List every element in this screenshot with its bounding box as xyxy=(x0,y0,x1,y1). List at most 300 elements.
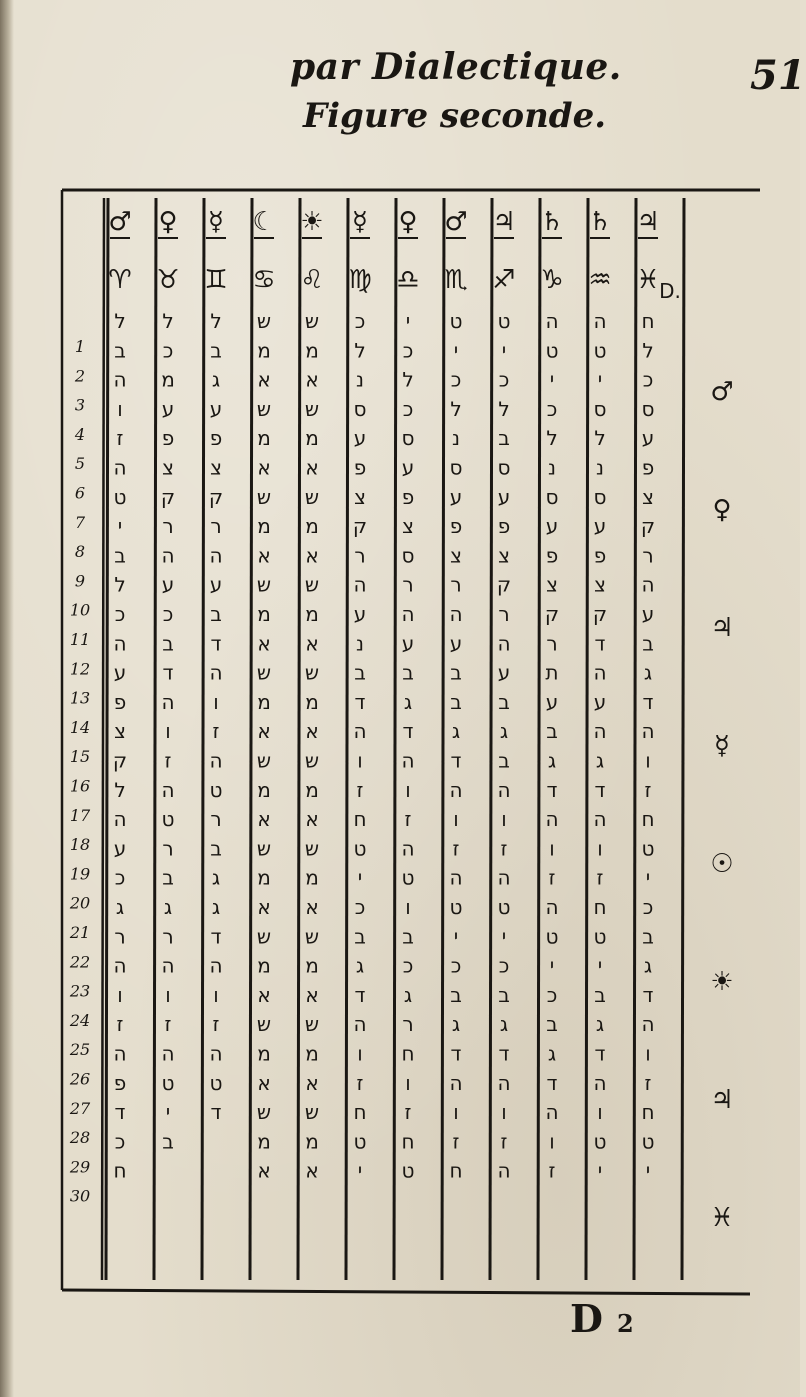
row-number: 29 xyxy=(69,1157,91,1177)
hebrew-letter: מ xyxy=(257,1129,271,1154)
column-sign-symbol: ♎ xyxy=(396,265,420,295)
right-column-symbol: ♃ xyxy=(710,1085,734,1115)
hebrew-letter: כ xyxy=(162,602,174,626)
hebrew-letter: ה xyxy=(161,543,175,568)
hebrew-letter: ה xyxy=(449,602,463,626)
hebrew-letter: ה xyxy=(161,777,175,802)
row-number: 18 xyxy=(69,835,91,855)
hebrew-letter: ה xyxy=(161,689,175,714)
hebrew-letter: ש xyxy=(256,309,272,333)
hebrew-letter: ו xyxy=(645,1041,651,1066)
table-right-symbol-column xyxy=(710,377,733,1233)
hebrew-letter: כ xyxy=(498,953,510,978)
column-sign-symbol: ♒ xyxy=(588,265,612,295)
hebrew-letter: א xyxy=(305,367,319,392)
signature-mark xyxy=(570,1296,634,1341)
hebrew-letter: פ xyxy=(497,514,511,539)
hebrew-letter: ר xyxy=(114,924,126,949)
hebrew-letter: ד xyxy=(354,689,366,714)
hebrew-letter: ז xyxy=(212,1012,220,1037)
hebrew-letter: ג xyxy=(499,1012,509,1037)
signature-letter: D xyxy=(570,1296,603,1341)
hebrew-letter: מ xyxy=(257,514,271,539)
hebrew-letter: ו xyxy=(549,1129,555,1154)
column-planet-symbol: ♃ xyxy=(492,207,516,237)
hebrew-letter: פ xyxy=(161,426,175,451)
column-planet-symbol: ☿ xyxy=(208,207,224,237)
hebrew-letter: ה xyxy=(449,777,463,802)
row-number: 19 xyxy=(69,864,91,884)
hebrew-letter: ב xyxy=(642,631,654,656)
hebrew-letter: ע xyxy=(113,660,127,685)
hebrew-letter: ע xyxy=(545,689,559,714)
hebrew-letter: ו xyxy=(213,982,219,1007)
hebrew-letter: ל xyxy=(162,309,174,333)
hebrew-letter: א xyxy=(257,982,271,1007)
running-header: par Dialectique. xyxy=(290,46,622,88)
hebrew-letter: ה xyxy=(113,367,127,392)
hebrew-letter: ד xyxy=(546,777,558,802)
hebrew-letter: ב xyxy=(450,660,462,685)
hebrew-letter: כ xyxy=(402,953,414,978)
hebrew-letter: כ xyxy=(450,953,462,978)
hebrew-letter: צ xyxy=(450,543,462,568)
row-number: 1 xyxy=(74,337,86,356)
hebrew-letter: ד xyxy=(642,982,654,1007)
hebrew-letter: ו xyxy=(405,777,411,802)
hebrew-letter: ה xyxy=(113,1041,127,1066)
hebrew-letter: ח xyxy=(401,1129,415,1154)
column-sign-symbol: ♋ xyxy=(252,265,276,295)
hebrew-letter: ח xyxy=(353,1100,367,1125)
hebrew-letter: ה xyxy=(545,1100,559,1125)
hebrew-letter: צ xyxy=(498,543,510,568)
hebrew-letter: מ xyxy=(257,689,271,714)
hebrew-letter: ש xyxy=(256,1012,272,1037)
hebrew-letter: ע xyxy=(161,572,175,597)
hebrew-letter: ר xyxy=(162,924,174,949)
hebrew-letter: נ xyxy=(595,455,605,480)
hebrew-letter: ע xyxy=(209,396,223,421)
hebrew-letter: פ xyxy=(113,1070,127,1095)
hebrew-letter: ב xyxy=(162,631,174,656)
hebrew-letter: ה xyxy=(497,1070,511,1095)
hebrew-letter: ב xyxy=(546,719,558,744)
hebrew-letter: ב xyxy=(114,543,126,568)
hebrew-letter: נ xyxy=(451,426,461,451)
hebrew-letter: ח xyxy=(113,1158,127,1183)
hebrew-letter: ד xyxy=(402,719,414,744)
column-planet-symbol: ☾ xyxy=(252,207,276,237)
hebrew-letter: ה xyxy=(593,807,607,832)
hebrew-letter: ש xyxy=(304,309,320,333)
column-sign-symbol: ♏ xyxy=(444,265,468,295)
column-rule xyxy=(586,198,588,1280)
hebrew-letter: מ xyxy=(257,426,271,451)
hebrew-letter: ג xyxy=(403,689,413,714)
hebrew-letter: ש xyxy=(256,396,272,421)
hebrew-letter: ה xyxy=(497,631,511,656)
hebrew-letter: ז xyxy=(116,426,124,451)
column-rule xyxy=(106,198,108,1280)
hebrew-letter: י xyxy=(165,1100,171,1125)
hebrew-letter: ק xyxy=(544,602,560,626)
hebrew-letter: מ xyxy=(305,1129,319,1154)
column-rule xyxy=(250,198,252,1280)
figure-title: Figure seconde. xyxy=(303,96,607,136)
row-number: 12 xyxy=(69,659,91,679)
hebrew-letter: ר xyxy=(162,514,174,539)
hebrew-letter: ה xyxy=(113,953,127,978)
hebrew-letter: ע xyxy=(497,660,511,685)
hebrew-letter: ע xyxy=(497,484,511,509)
hebrew-letter: ד xyxy=(498,1041,510,1066)
corner-label: D. xyxy=(659,279,681,303)
hebrew-letter: ל xyxy=(114,309,126,333)
hebrew-letter: ל xyxy=(354,338,366,363)
hebrew-letter: ב xyxy=(210,602,222,626)
hebrew-letter: ח xyxy=(641,807,655,832)
hebrew-letter: ז xyxy=(212,719,220,744)
hebrew-letter: ט xyxy=(401,1158,415,1183)
hebrew-letter: ט xyxy=(593,1129,607,1154)
right-column-symbol: ♓ xyxy=(710,1203,734,1233)
hebrew-letter: ג xyxy=(115,895,125,919)
hebrew-letter: ו xyxy=(213,689,219,714)
hebrew-letter: ז xyxy=(500,836,508,861)
row-number: 22 xyxy=(69,952,91,972)
hebrew-letter: ו xyxy=(117,982,123,1007)
hebrew-letter: י xyxy=(501,338,507,363)
hebrew-letter: מ xyxy=(257,777,271,802)
hebrew-letter: צ xyxy=(114,719,126,744)
hebrew-letter: ג xyxy=(547,748,557,773)
hebrew-letter: ט xyxy=(161,807,175,832)
hebrew-letter: ט xyxy=(593,924,607,949)
hebrew-letter: פ xyxy=(449,514,463,539)
hebrew-letter: מ xyxy=(305,1041,319,1066)
hebrew-letter: ז xyxy=(596,865,604,890)
hebrew-letter: י xyxy=(501,924,507,949)
hebrew-letter: ל xyxy=(402,367,414,392)
hebrew-letter: ו xyxy=(501,1100,507,1125)
hebrew-letter: א xyxy=(257,367,271,392)
hebrew-letter: ג xyxy=(595,748,605,773)
hebrew-letter: ר xyxy=(162,836,174,861)
hebrew-letter: צ xyxy=(354,484,366,509)
hebrew-letter: ה xyxy=(209,748,223,773)
hebrew-letter: ק xyxy=(640,514,656,539)
hebrew-letter: ס xyxy=(401,543,415,568)
hebrew-letter: ש xyxy=(304,484,320,509)
hebrew-letter: פ xyxy=(209,426,223,451)
hebrew-letter: ה xyxy=(593,1070,607,1095)
hebrew-letter: מ xyxy=(305,689,319,714)
hebrew-letter: נ xyxy=(355,367,365,392)
hebrew-letter: ב xyxy=(450,689,462,714)
hebrew-letter: ט xyxy=(161,1070,175,1095)
hebrew-letter: ר xyxy=(642,543,654,568)
hebrew-letter: א xyxy=(257,807,271,832)
hebrew-letter: י xyxy=(453,924,459,949)
hebrew-letter: ב xyxy=(594,982,606,1007)
hebrew-letter: ה xyxy=(353,572,367,597)
hebrew-letter: ע xyxy=(401,631,415,656)
hebrew-letter: כ xyxy=(546,982,558,1007)
hebrew-letter: ט xyxy=(209,777,223,802)
hebrew-letter: ב xyxy=(162,1129,174,1154)
row-number: 2 xyxy=(74,366,86,386)
hebrew-letter: מ xyxy=(257,1041,271,1066)
hebrew-letter: ה xyxy=(161,1041,175,1066)
hebrew-letter: ה xyxy=(401,748,415,773)
hebrew-letter: ז xyxy=(500,1129,508,1154)
hebrew-letter: ל xyxy=(114,572,126,597)
hebrew-letter: ת xyxy=(545,660,559,685)
hebrew-letter: צ xyxy=(162,455,174,480)
column-planet-symbol: ♂ xyxy=(444,207,468,237)
hebrew-letter: ש xyxy=(304,396,320,421)
column-rule xyxy=(634,198,636,1280)
hebrew-letter: ע xyxy=(401,455,415,480)
column-sign-symbol: ♍ xyxy=(348,265,372,295)
row-number: 23 xyxy=(69,981,91,1001)
hebrew-letter: ה xyxy=(209,953,223,978)
hebrew-letter: ס xyxy=(593,484,607,509)
column-planet-symbol: ♀ xyxy=(158,207,178,237)
hebrew-letter: ו xyxy=(597,836,603,861)
hebrew-letter: ג xyxy=(211,367,221,392)
hebrew-letter: ה xyxy=(641,719,655,744)
hebrew-letter: מ xyxy=(257,953,271,978)
hebrew-letter: ג xyxy=(547,1041,557,1066)
hebrew-letter: ד xyxy=(114,1100,126,1125)
hebrew-letter: מ xyxy=(305,602,319,626)
hebrew-letter: ע xyxy=(113,836,127,861)
hebrew-letter: א xyxy=(257,1070,271,1095)
number-column-rule xyxy=(102,198,104,1280)
hebrew-letter: ב xyxy=(114,338,126,363)
hebrew-letter: ו xyxy=(597,1100,603,1125)
column-sign-symbol: ♓ xyxy=(636,265,660,295)
row-number: 25 xyxy=(69,1040,91,1060)
column-rule xyxy=(682,198,684,1280)
hebrew-letter: א xyxy=(305,455,319,480)
hebrew-letter: ג xyxy=(211,865,221,890)
right-column-symbol: ☀ xyxy=(710,967,734,997)
hebrew-letter: מ xyxy=(305,777,319,802)
hebrew-letter: י xyxy=(597,953,603,978)
hebrew-letter: ד xyxy=(354,982,366,1007)
row-number: 24 xyxy=(69,1010,91,1030)
hebrew-letter: ב xyxy=(642,924,654,949)
row-number: 17 xyxy=(69,805,91,825)
hebrew-letter: נ xyxy=(547,455,557,480)
row-number: 15 xyxy=(69,747,91,767)
hebrew-letter: ה xyxy=(497,1158,511,1183)
hebrew-letter: ס xyxy=(353,396,367,421)
hebrew-letter: ה xyxy=(449,865,463,890)
hebrew-letter: ז xyxy=(404,807,412,832)
hebrew-letter: א xyxy=(305,631,319,656)
hebrew-letter: ה xyxy=(161,953,175,978)
hebrew-letter: ד xyxy=(546,1070,558,1095)
hebrew-letter: ג xyxy=(211,895,221,919)
hebrew-letter: פ xyxy=(401,484,415,509)
hebrew-letter: ס xyxy=(545,484,559,509)
row-number: 8 xyxy=(74,542,86,562)
row-number: 11 xyxy=(69,630,91,649)
hebrew-letter: ע xyxy=(641,602,655,626)
hebrew-letter: ע xyxy=(593,689,607,714)
hebrew-letter: כ xyxy=(114,1129,126,1154)
hebrew-letter: ב xyxy=(402,660,414,685)
hebrew-letter: ט xyxy=(641,1129,655,1154)
hebrew-letter: ט xyxy=(449,309,463,333)
hebrew-letter: צ xyxy=(594,572,606,597)
row-number: 6 xyxy=(74,483,86,503)
hebrew-letter: י xyxy=(549,953,555,978)
hebrew-letter: ע xyxy=(593,514,607,539)
hebrew-letter: כ xyxy=(354,895,366,919)
hebrew-letter: י xyxy=(357,865,363,890)
hebrew-letter: ס xyxy=(641,396,655,421)
hebrew-letter: ר xyxy=(402,572,414,597)
hebrew-letter: ג xyxy=(643,660,653,685)
hebrew-letter: ד xyxy=(162,660,174,685)
hebrew-letter: מ xyxy=(305,338,319,363)
hebrew-letter: ל xyxy=(642,338,654,363)
hebrew-letter: ב xyxy=(498,982,510,1007)
hebrew-letter: ש xyxy=(256,660,272,685)
hebrew-letter: ס xyxy=(497,455,511,480)
hebrew-letter: ש xyxy=(256,836,272,861)
right-column-symbol: ♂ xyxy=(710,377,734,407)
hebrew-letter: ה xyxy=(593,660,607,685)
hebrew-letter: ש xyxy=(304,572,320,597)
hebrew-letter: ר xyxy=(354,543,366,568)
hebrew-letter: ה xyxy=(209,543,223,568)
hebrew-letter: ח xyxy=(641,309,655,333)
hebrew-letter: כ xyxy=(114,602,126,626)
column-planet-symbol: ♂ xyxy=(108,207,132,237)
hebrew-letter: ט xyxy=(353,836,367,861)
hebrew-letter: ש xyxy=(256,924,272,949)
hebrew-letter: א xyxy=(305,1070,319,1095)
hebrew-letter: ר xyxy=(498,602,510,626)
hebrew-letter: ס xyxy=(401,426,415,451)
hebrew-letter: ח xyxy=(641,1100,655,1125)
hebrew-letter: ט xyxy=(449,895,463,919)
hebrew-letter: כ xyxy=(546,396,558,421)
hebrew-letter: מ xyxy=(257,602,271,626)
column-planet-symbol: ♄ xyxy=(588,207,612,237)
hebrew-letter: ש xyxy=(304,1100,320,1125)
hebrew-letter: א xyxy=(257,543,271,568)
hebrew-letter: ה xyxy=(209,660,223,685)
hebrew-letter: כ xyxy=(402,338,414,363)
hebrew-letter: ז xyxy=(452,1129,460,1154)
hebrew-letter: א xyxy=(305,982,319,1007)
hebrew-letter: ס xyxy=(449,455,463,480)
hebrew-letter: י xyxy=(453,338,459,363)
hebrew-letter: ר xyxy=(210,807,222,832)
rule-bottom xyxy=(62,1290,750,1294)
hebrew-letter: מ xyxy=(305,514,319,539)
hebrew-letter: מ xyxy=(305,426,319,451)
hebrew-letter: ו xyxy=(453,1100,459,1125)
hebrew-letter: ז xyxy=(404,1100,412,1125)
column-rule xyxy=(538,198,540,1280)
hebrew-letter: ד xyxy=(594,631,606,656)
hebrew-letter: ב xyxy=(450,982,462,1007)
row-number: 16 xyxy=(69,776,91,796)
hebrew-letter: ה xyxy=(113,807,127,832)
hebrew-letter: ש xyxy=(256,572,272,597)
row-number: 4 xyxy=(74,424,86,444)
hebrew-letter: ו xyxy=(357,748,363,773)
hebrew-letter: מ xyxy=(161,367,175,392)
hebrew-letter: ע xyxy=(209,572,223,597)
hebrew-letter: ש xyxy=(304,924,320,949)
hebrew-letter: ז xyxy=(164,748,172,773)
column-planet-symbol: ☿ xyxy=(352,207,368,237)
hebrew-letter: ז xyxy=(452,836,460,861)
hebrew-letter: פ xyxy=(113,689,127,714)
hebrew-letter: ו xyxy=(405,1070,411,1095)
hebrew-letter: ל xyxy=(594,426,606,451)
column-sign-symbol: ♑ xyxy=(540,265,564,295)
hebrew-letter: ה xyxy=(545,895,559,919)
hebrew-letter: ב xyxy=(498,748,510,773)
hebrew-letter: ה xyxy=(353,1012,367,1037)
row-number: 30 xyxy=(69,1186,91,1206)
hebrew-letter: ט xyxy=(497,309,511,333)
table-hebrew-letters xyxy=(113,309,655,1183)
hebrew-letter: ו xyxy=(549,836,555,861)
hebrew-letter: פ xyxy=(353,455,367,480)
hebrew-letter: צ xyxy=(546,572,558,597)
hebrew-letter: כ xyxy=(402,396,414,421)
hebrew-letter: ע xyxy=(449,631,463,656)
column-rule xyxy=(154,198,156,1280)
hebrew-letter: ש xyxy=(256,484,272,509)
hebrew-letter: ז xyxy=(116,1012,124,1037)
hebrew-letter: א xyxy=(257,895,271,919)
hebrew-letter: י xyxy=(597,1158,603,1183)
hebrew-letter: ה xyxy=(401,602,415,626)
hebrew-letter: ה xyxy=(449,1070,463,1095)
hebrew-letter: ה xyxy=(593,719,607,744)
hebrew-letter: א xyxy=(257,1158,271,1183)
hebrew-letter: ע xyxy=(353,602,367,626)
hebrew-letter: ד xyxy=(210,1100,222,1125)
column-rule xyxy=(394,198,396,1280)
hebrew-letter: ק xyxy=(160,484,176,509)
column-planet-symbol: ☀ xyxy=(300,207,324,237)
hebrew-letter: כ xyxy=(162,338,174,363)
hebrew-letter: ז xyxy=(356,1070,364,1095)
hebrew-letter: מ xyxy=(257,865,271,890)
hebrew-letter: ר xyxy=(210,514,222,539)
hebrew-letter: ע xyxy=(161,396,175,421)
hebrew-letter: ט xyxy=(113,484,127,509)
hebrew-letter: ו xyxy=(117,396,123,421)
hebrew-letter: ו xyxy=(453,807,459,832)
right-column-symbol: ♃ xyxy=(710,613,734,643)
hebrew-letter: ג xyxy=(451,1012,461,1037)
hebrew-letter: ה xyxy=(401,836,415,861)
